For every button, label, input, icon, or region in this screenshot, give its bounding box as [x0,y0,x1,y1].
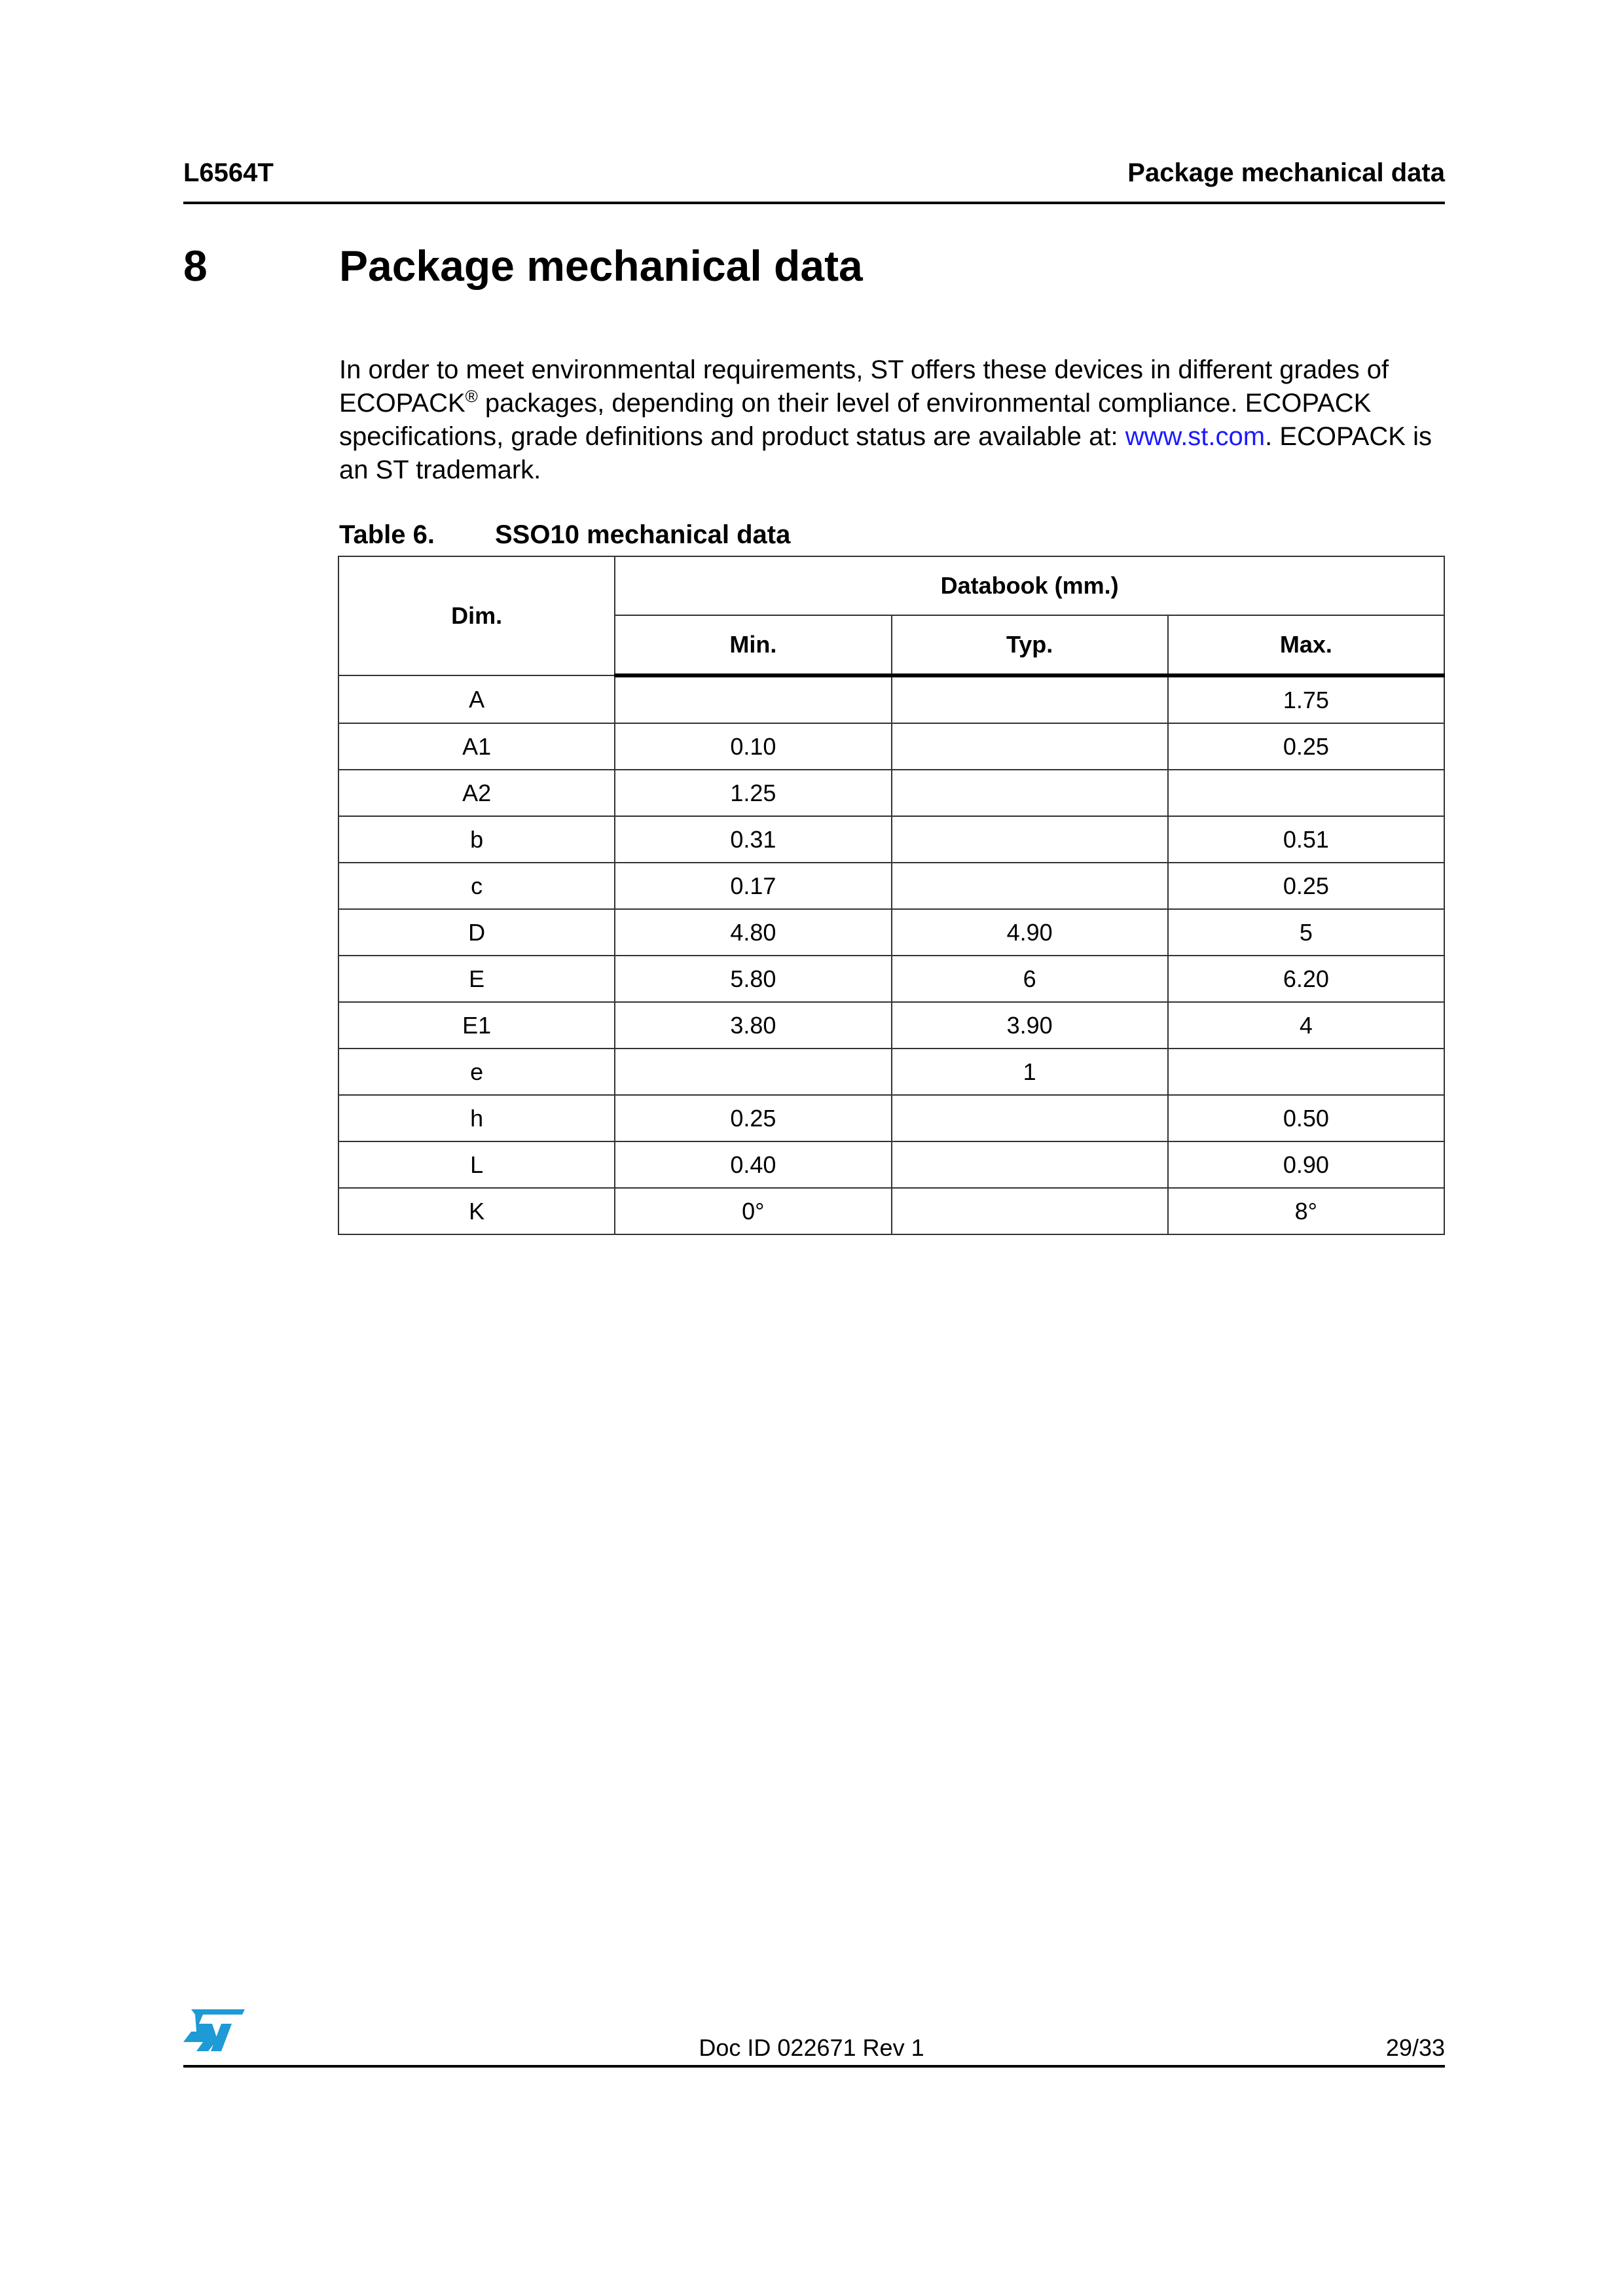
header-section-name: Package mechanical data [1127,158,1445,187]
section-title: Package mechanical data [339,242,863,290]
cell-typ [892,770,1168,816]
table-row [338,909,1444,956]
cell-min [615,675,891,723]
cell-typ [892,1188,1168,1234]
header-doc-name: L6564T [183,158,274,187]
header-typ: Typ. [892,615,1168,675]
para-text: packages, depending on their level of environmental compliance. ECOPACK specifications, grade definitions and product status are available at: [339,389,1372,451]
footer-doc-id: Doc ID 022671 Rev 1 [699,2034,924,2061]
header-min: Min. [615,615,891,675]
cell-max [1168,770,1444,816]
cell-max: 6.20 [1168,956,1444,1002]
cell-min: 0.10 [615,723,891,770]
cell-dim: h [338,1095,615,1141]
cell-min: 3.80 [615,1002,891,1049]
cell-min: 0.25 [615,1095,891,1141]
table-row [338,770,1444,816]
cell-dim: A [338,675,615,723]
table-label: Table 6. [339,520,435,549]
cell-typ: 1 [892,1049,1168,1095]
st-website-link[interactable]: www.st.com [1125,422,1266,451]
header-dim: Dim. [338,556,615,675]
cell-dim: E1 [338,1002,615,1049]
cell-typ [892,675,1168,723]
footer-rule [183,2065,1445,2068]
cell-dim: b [338,816,615,863]
cell-min: 5.80 [615,956,891,1002]
header-max: Max. [1168,615,1444,675]
para-text: In order to meet environmental requirements, ST offers these devices in different grades of ECOPACK [339,355,1389,418]
cell-typ [892,816,1168,863]
cell-min: 0.31 [615,816,891,863]
table-caption [339,520,790,550]
table-row [338,863,1444,909]
cell-typ [892,863,1168,909]
table-row [338,1095,1444,1141]
cell-max: 0.25 [1168,723,1444,770]
table-row [338,675,1444,723]
table-row [338,1141,1444,1188]
cell-min: 4.80 [615,909,891,956]
cell-max: 0.51 [1168,816,1444,863]
cell-max: 1.75 [1168,675,1444,723]
cell-dim: K [338,1188,615,1234]
registered-mark: ® [465,386,478,406]
cell-min: 0.40 [615,1141,891,1188]
cell-dim: L [338,1141,615,1188]
cell-min: 1.25 [615,770,891,816]
cell-typ: 4.90 [892,909,1168,956]
cell-dim: A1 [338,723,615,770]
cell-typ [892,723,1168,770]
cell-max [1168,1049,1444,1095]
cell-dim: e [338,1049,615,1095]
cell-typ: 6 [892,956,1168,1002]
cell-dim: c [338,863,615,909]
cell-min: 0.17 [615,863,891,909]
table-row [338,956,1444,1002]
cell-typ [892,1141,1168,1188]
mechanical-data-table [338,556,1445,1235]
cell-typ [892,1095,1168,1141]
cell-dim: A2 [338,770,615,816]
cell-max: 0.25 [1168,863,1444,909]
section-number: 8 [183,242,208,290]
table-row [338,723,1444,770]
para-text: . ECOPACK is an ST trademark. [339,422,1432,484]
header-rule [183,202,1445,204]
cell-min: 0° [615,1188,891,1234]
footer-page-number: 29/33 [1385,2034,1445,2061]
cell-dim: E [338,956,615,1002]
cell-dim: D [338,909,615,956]
header-databook: Databook (mm.) [615,556,1444,615]
cell-max: 5 [1168,909,1444,956]
table-row [338,1049,1444,1095]
cell-max: 0.50 [1168,1095,1444,1141]
table-title: SSO10 mechanical data [495,520,791,549]
table-row [338,816,1444,863]
cell-typ: 3.90 [892,1002,1168,1049]
intro-paragraph [339,353,1452,487]
cell-max: 0.90 [1168,1141,1444,1188]
cell-min [615,1049,891,1095]
table-row [338,1188,1444,1234]
table-row [338,1002,1444,1049]
cell-max: 8° [1168,1188,1444,1234]
cell-max: 4 [1168,1002,1444,1049]
